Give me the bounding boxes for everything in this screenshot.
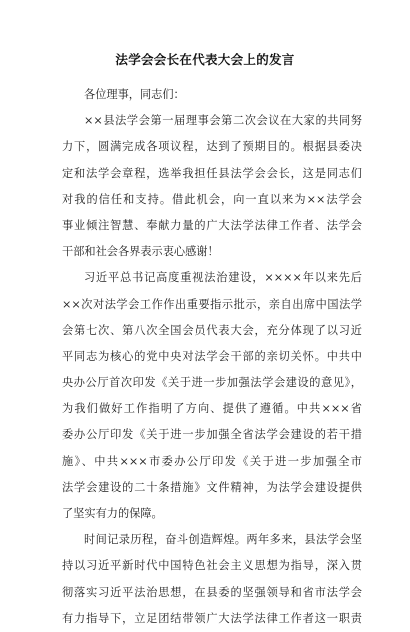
paragraph-2-line: 央办公厅首次印发《关于进一步加强法学会建设的意见》， (62, 376, 362, 390)
paragraph-1-line: ××县法学会第一届理事会第二次会议在大家的共同努 (84, 114, 362, 128)
paragraph-3-line: 有力指导下，立足团结带领广大法学法律工作者这一职责 (62, 611, 362, 625)
paragraph-2-line: 平同志为核心的党中央对法学会干部的亲切关怀。中共中 (62, 349, 362, 363)
paragraph-2-line: ××次对法学会工作作出重要指示批示，亲自出席中国法学 (62, 297, 362, 311)
paragraph-2-line: 了坚实有力的保障。 (62, 507, 163, 520)
paragraph-1-line: 事业倾注智慧、奉献力量的广大法学法律工作者、法学会 (62, 218, 362, 232)
paragraph-2-line: 施》、中共×××市委办公厅印发《关于进一步加强全市 (62, 454, 362, 468)
paragraph-3-line: 持以习近平新时代中国特色社会主义思想为指导，深入贯 (62, 559, 362, 573)
document-body (62, 82, 362, 632)
paragraph-1-line: 干部和社会各界表示衷心感谢！ (62, 245, 219, 259)
paragraph-1-line: 定和法学会章程，选举我担任县法学会会长，这是同志们 (62, 166, 362, 180)
paragraph-2-line: 法学会建设的二十条措施》文件精神，为法学会建设提供 (62, 480, 362, 494)
paragraph-2-line: 委办公厅印发《关于进一步加强全省法学会建设的若干措 (62, 428, 362, 442)
paragraph-2-line: 为我们做好工作指明了方向、提供了遵循。中共×××省 (62, 402, 362, 416)
paragraph-2-line: 会第七次、第八次全国会员代表大会，充分体现了以习近 (62, 323, 362, 337)
paragraph-3-line: 时间记录历程，奋斗创造辉煌。两年多来，县法学会坚 (84, 533, 362, 547)
salutation-line: 各位理事，同志们： (84, 88, 185, 101)
paragraph-2-line: 习近平总书记高度重视法治建设，××××年以来先后 (84, 271, 362, 285)
paragraph-1-line: 对我的信任和支持。借此机会，向一直以来为××法学会 (62, 192, 362, 206)
document-title: 法学会会长在代表大会上的发言 (115, 52, 295, 67)
paragraph-1-line: 力下，圆满完成各项议程，达到了预期目的。根据县委决 (62, 140, 362, 154)
paragraph-3-line: 彻落实习近平法治思想，在县委的坚强领导和省市法学会 (62, 585, 362, 599)
